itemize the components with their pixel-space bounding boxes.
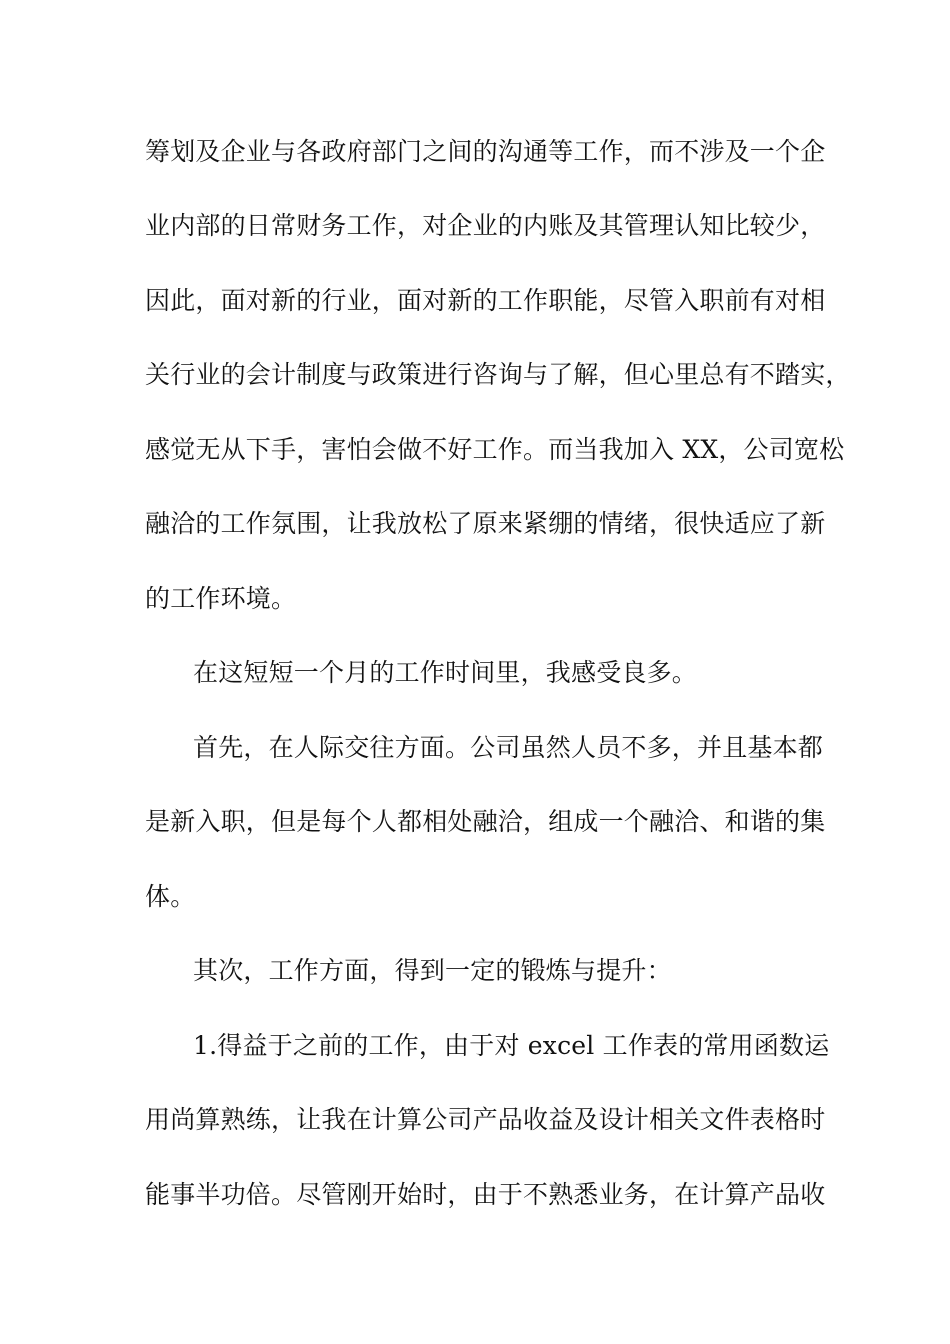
text-line: 体。 <box>145 882 196 911</box>
paragraph-first-line: 首先，在人际交往方面。公司虽然人员不多，并且基本都 <box>193 733 824 762</box>
text-line: 融洽的工作氛围，让我放松了原来紧绷的情绪，很快适应了新 <box>145 509 826 538</box>
text-line: 感觉无从下手，害怕会做不好工作。而当我加入 XX，公司宽松 <box>145 435 845 464</box>
text-line: 业内部的日常财务工作，对企业的内账及其管理认知比较少， <box>145 211 826 240</box>
paragraph-first-line: 在这短短一个月的工作时间里，我感受良多。 <box>193 658 698 687</box>
text-line: 能事半功倍。尽管刚开始时，由于不熟悉业务，在计算产品收 <box>145 1180 826 1209</box>
text-line: 的工作环境。 <box>145 584 297 613</box>
paragraph-first-line: 其次，工作方面，得到一定的锻炼与提升： <box>193 956 672 985</box>
text-line: 关行业的会计制度与政策进行咨询与了解，但心里总有不踏实， <box>145 360 851 389</box>
paragraph-first-line: 1.得益于之前的工作，由于对 excel 工作表的常用函数运 <box>193 1031 830 1060</box>
text-line: 筹划及企业与各政府部门之间的沟通等工作，而不涉及一个企 <box>145 137 826 166</box>
text-line: 因此，面对新的行业，面对新的工作职能，尽管入职前有对相 <box>145 286 826 315</box>
text-line: 用尚算熟练，让我在计算公司产品收益及设计相关文件表格时 <box>145 1105 826 1134</box>
text-line: 是新入职，但是每个人都相处融洽，组成一个融洽、和谐的集 <box>145 807 826 836</box>
